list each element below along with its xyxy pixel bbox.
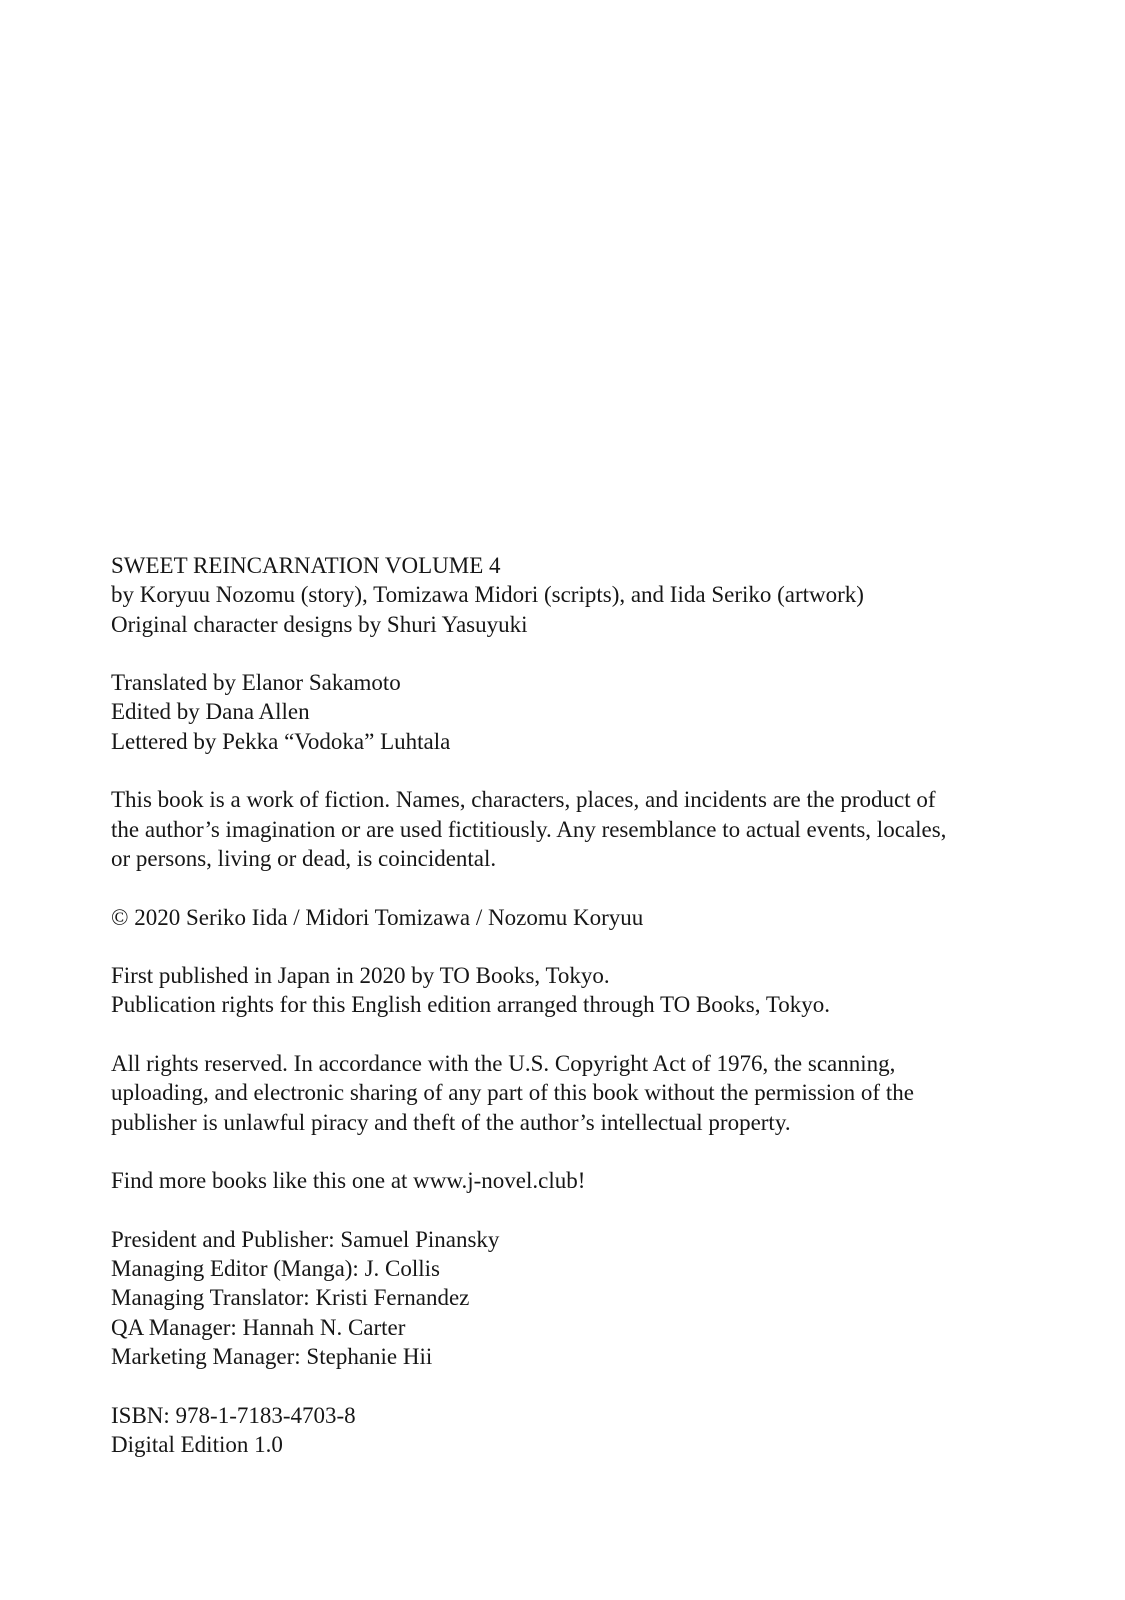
title-block bbox=[111, 551, 1016, 639]
rights-notice-line: publisher is unlawful piracy and theft of the author’s intellectual property. bbox=[111, 1109, 791, 1135]
disclaimer-line: the author’s imagination or are used fictitiously. Any resemblance to actual events, locales, bbox=[111, 816, 947, 842]
letterer-credit: Lettered by Pekka “Vodoka” Luhtala bbox=[111, 728, 451, 754]
authors-line: by Koryuu Nozomu (story), Tomizawa Midori (scripts), and Iida Seriko (artwork) bbox=[111, 582, 864, 608]
edition-line: Digital Edition 1.0 bbox=[111, 1431, 283, 1457]
staff-block bbox=[111, 1225, 1016, 1371]
editor-credit: Edited by Dana Allen bbox=[111, 699, 310, 725]
managing-editor-line: Managing Editor (Manga): J. Collis bbox=[111, 1256, 440, 1282]
credits-block bbox=[111, 668, 1016, 756]
rights-notice-line: uploading, and electronic sharing of any part of this book without the permission of the bbox=[111, 1080, 914, 1106]
disclaimer-line: or persons, living or dead, is coincidental. bbox=[111, 845, 497, 871]
isbn-block bbox=[111, 1401, 1016, 1460]
find-more-block bbox=[111, 1166, 1016, 1195]
book-title: SWEET REINCARNATION VOLUME 4 bbox=[111, 553, 501, 578]
first-published-line: First published in Japan in 2020 by TO Books, Tokyo. bbox=[111, 963, 610, 989]
translator-credit: Translated by Elanor Sakamoto bbox=[111, 670, 401, 696]
copyright-block bbox=[111, 903, 1016, 932]
qa-manager-line: QA Manager: Hannah N. Carter bbox=[111, 1314, 406, 1340]
disclaimer-line: This book is a work of fiction. Names, characters, places, and incidents are the product of bbox=[111, 787, 936, 813]
managing-translator-line: Managing Translator: Kristi Fernandez bbox=[111, 1285, 470, 1311]
fiction-disclaimer bbox=[111, 785, 1016, 873]
colophon-content bbox=[111, 551, 1016, 1459]
character-designs-line: Original character designs by Shuri Yasuyuki bbox=[111, 611, 528, 637]
rights-notice-block bbox=[111, 1049, 1016, 1137]
find-more-line: Find more books like this one at www.j-novel.club! bbox=[111, 1168, 586, 1194]
marketing-manager-line: Marketing Manager: Stephanie Hii bbox=[111, 1344, 433, 1370]
isbn-line: ISBN: 978-1-7183-4703-8 bbox=[111, 1402, 356, 1428]
publication-block bbox=[111, 961, 1016, 1020]
president-line: President and Publisher: Samuel Pinansky bbox=[111, 1226, 500, 1252]
rights-arranged-line: Publication rights for this English edition arranged through TO Books, Tokyo. bbox=[111, 992, 831, 1018]
copyright-line: © 2020 Seriko Iida / Midori Tomizawa / Nozomu Koryuu bbox=[111, 904, 644, 930]
rights-notice-line: All rights reserved. In accordance with the U.S. Copyright Act of 1976, the scanning, bbox=[111, 1051, 896, 1077]
